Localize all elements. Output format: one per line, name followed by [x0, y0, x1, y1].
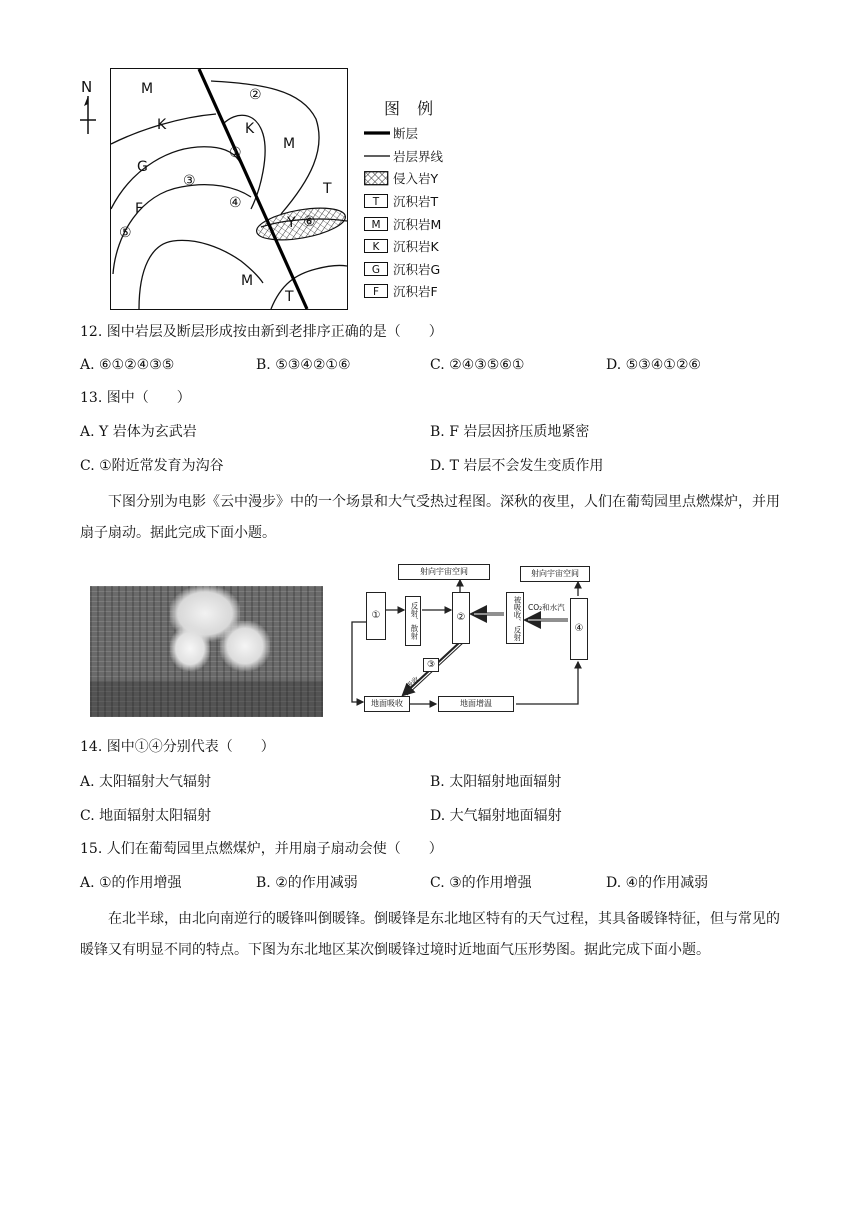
question-15-option-d[interactable]: D. ④的作用减弱	[606, 875, 709, 891]
box-reflect-left: 反射、散射	[405, 596, 421, 646]
legend-item	[364, 258, 474, 281]
region-label: ①	[229, 145, 242, 161]
box-3: ③	[423, 658, 439, 672]
question-15-option-a[interactable]: A. ①的作用增强	[80, 875, 182, 891]
question-12-option-b[interactable]: B. ⑤③④②①⑥	[256, 357, 351, 373]
question-13-stem: 13. 图中（ ）	[80, 390, 191, 406]
absorb-label: 吸收	[405, 675, 421, 691]
intro-paragraph-2: 下图分别为电影《云中漫步》中的一个场景和大气受热过程图。深秋的夜里，人们在葡萄园里点燃煤炉，并用扇子扇动。据此完成下面小题。	[80, 494, 780, 541]
movie-scene-photo	[90, 586, 323, 717]
region-label: K	[157, 117, 167, 133]
map-legend	[364, 96, 474, 303]
north-arrow	[78, 78, 98, 136]
legend-label: 断层	[393, 126, 419, 142]
legend-item	[364, 280, 474, 303]
region-label: Y	[287, 215, 296, 231]
legend-symbol: F	[364, 284, 388, 298]
question-14-stem: 14. 图中①④分别代表（ ）	[80, 739, 275, 755]
question-13-option-a[interactable]: A. Y 岩体为玄武岩	[80, 424, 197, 440]
question-13-option-d[interactable]: D. T 岩层不会发生变质作用	[430, 458, 604, 474]
north-arrow-icon	[78, 94, 98, 136]
legend-item	[364, 212, 474, 235]
region-label: ③	[183, 173, 196, 189]
region-label: M	[241, 273, 254, 289]
question-15-option-c[interactable]: C. ③的作用增强	[430, 875, 532, 891]
legend-symbol: G	[364, 262, 388, 276]
region-label: F	[135, 201, 144, 217]
question-15-stem: 15. 人们在葡萄园里点燃煤炉，并用扇子扇动会使（ ）	[80, 841, 443, 857]
box-reflect-right: 被吸收、反射	[506, 592, 524, 644]
region-label: ④	[229, 195, 242, 211]
region-label: M	[141, 81, 154, 97]
question-12-option-c[interactable]: C. ②④③⑤⑥①	[430, 357, 525, 373]
legend-label: 沉积岩K	[393, 239, 439, 255]
legend-label: 沉积岩T	[393, 194, 439, 210]
north-label: N	[81, 78, 93, 96]
region-label: ⑤	[119, 225, 132, 241]
legend-item	[364, 167, 474, 190]
legend-symbol: M	[364, 217, 388, 231]
legend-label: 沉积岩F	[393, 284, 438, 300]
question-14-option-b[interactable]: B. 太阳辐射地面辐射	[430, 774, 562, 790]
question-15-option-b[interactable]: B. ②的作用减弱	[256, 875, 358, 891]
space-box-right: 射向宇宙空间	[520, 566, 590, 582]
question-13-option-b[interactable]: B. F 岩层因挤压质地紧密	[430, 424, 590, 440]
box-4: ④	[570, 598, 588, 660]
question-12-stem: 12. 图中岩层及断层形成按由新到老排序正确的是（ ）	[80, 324, 443, 340]
box-2: ②	[452, 592, 470, 644]
legend-item	[364, 122, 474, 145]
legend-label: 侵入岩Y	[393, 171, 439, 187]
legend-item	[364, 190, 474, 213]
geologic-map	[110, 68, 348, 310]
hatch-icon	[364, 171, 393, 186]
ground-warm-box: 地面增温	[438, 696, 514, 712]
legend-label: 岩层界线	[393, 148, 444, 164]
legend-symbol: K	[364, 239, 388, 253]
fault-line-icon	[364, 130, 393, 136]
question-12-option-a[interactable]: A. ⑥①②④③⑤	[80, 357, 175, 373]
legend-label: 沉积岩G	[393, 261, 441, 277]
region-label: ⑥	[303, 214, 316, 230]
atmosphere-heating-diagram	[348, 562, 600, 718]
region-label: M	[283, 136, 296, 152]
region-label: T	[323, 181, 332, 197]
ground-absorb-box: 地面吸收	[364, 696, 410, 712]
box-1: ①	[366, 592, 386, 640]
legend-symbol: T	[364, 194, 388, 208]
region-label: T	[285, 289, 294, 305]
question-14-option-a[interactable]: A. 太阳辐射大气辐射	[80, 774, 212, 790]
boundary-line-icon	[364, 153, 393, 159]
question-13-option-c[interactable]: C. ①附近常发育为沟谷	[80, 458, 224, 474]
legend-label: 沉积岩M	[393, 216, 442, 232]
diagram-arrows	[348, 562, 600, 718]
region-label: ②	[249, 87, 262, 103]
question-14-option-d[interactable]: D. 大气辐射地面辐射	[430, 808, 562, 824]
geologic-map-lines	[111, 69, 347, 309]
intro-paragraph-3: 在北半球，由北向南逆行的暖锋叫倒暖锋。倒暖锋是东北地区特有的天气过程，其具备暖锋特征，但与常见的暖锋又有明显不同的特点。下图为东北地区某次倒暖锋过境时近地面气压形势图。据此完成下面小题。	[80, 911, 780, 958]
question-14-option-c[interactable]: C. 地面辐射太阳辐射	[80, 808, 212, 824]
space-box-left: 射向宇宙空间	[398, 564, 490, 580]
question-12-option-d[interactable]: D. ⑤③④①②⑥	[606, 357, 701, 373]
legend-item	[364, 145, 474, 168]
region-label: K	[245, 121, 255, 137]
co2-label: CO₂和水汽	[528, 603, 565, 612]
region-label: G	[137, 159, 148, 175]
legend-title: 图 例	[384, 99, 440, 118]
legend-item	[364, 235, 474, 258]
